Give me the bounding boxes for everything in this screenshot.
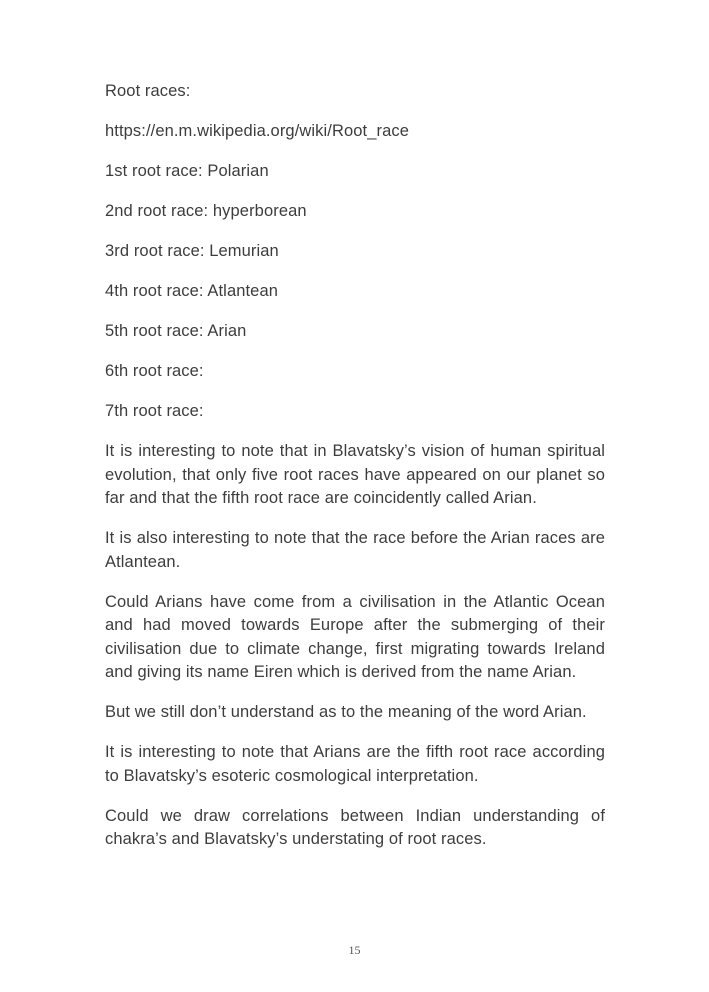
paragraph-chakra-correlations: Could we draw correlations between Indian understanding of chakra’s and Blavatsky’s understating of root races. [105, 806, 605, 848]
root-race-item-4: 4th root race: Atlantean [105, 282, 279, 300]
heading-root-races: Root races: [105, 82, 191, 100]
page-number: 15 [348, 943, 361, 957]
root-race-item-1: 1st root race: Polarian [105, 162, 269, 180]
root-race-item-6: 6th root race: [105, 362, 204, 380]
page-content [105, 80, 605, 868]
paragraph-race-before-arian: It is also interesting to note that the race before the Arian races are Atlantean. [105, 529, 605, 571]
wikipedia-url: https://en.m.wikipedia.org/wiki/Root_race [105, 122, 409, 140]
paragraph-blavatsky-vision: It is interesting to note that in Blavatsky’s vision of human spiritual evolution, that only five root races have appeared on our planet so far and that the fifth root race are coincidently called Arian. [105, 442, 605, 507]
root-race-item-7: 7th root race: [105, 402, 204, 420]
paragraph-atlantic-civilisation: Could Arians have come from a civilisation in the Atlantic Ocean and had moved towards Europe after the submerging of their civilisation due to climate change, first migrating towards Ireland and giving its name Eiren which is derived from the name Arian. [105, 592, 605, 681]
root-race-item-5: 5th root race: Arian [105, 322, 247, 340]
root-race-item-2: 2nd root race: hyperborean [105, 202, 307, 220]
paragraph-fifth-root-race: It is interesting to note that Arians are the fifth root race according to Blavatsky’s esoteric cosmological interpretation. [105, 743, 605, 785]
root-race-item-3: 3rd root race: Lemurian [105, 242, 279, 260]
paragraph-meaning-of-arian: But we still don’t understand as to the meaning of the word Arian. [105, 703, 587, 721]
